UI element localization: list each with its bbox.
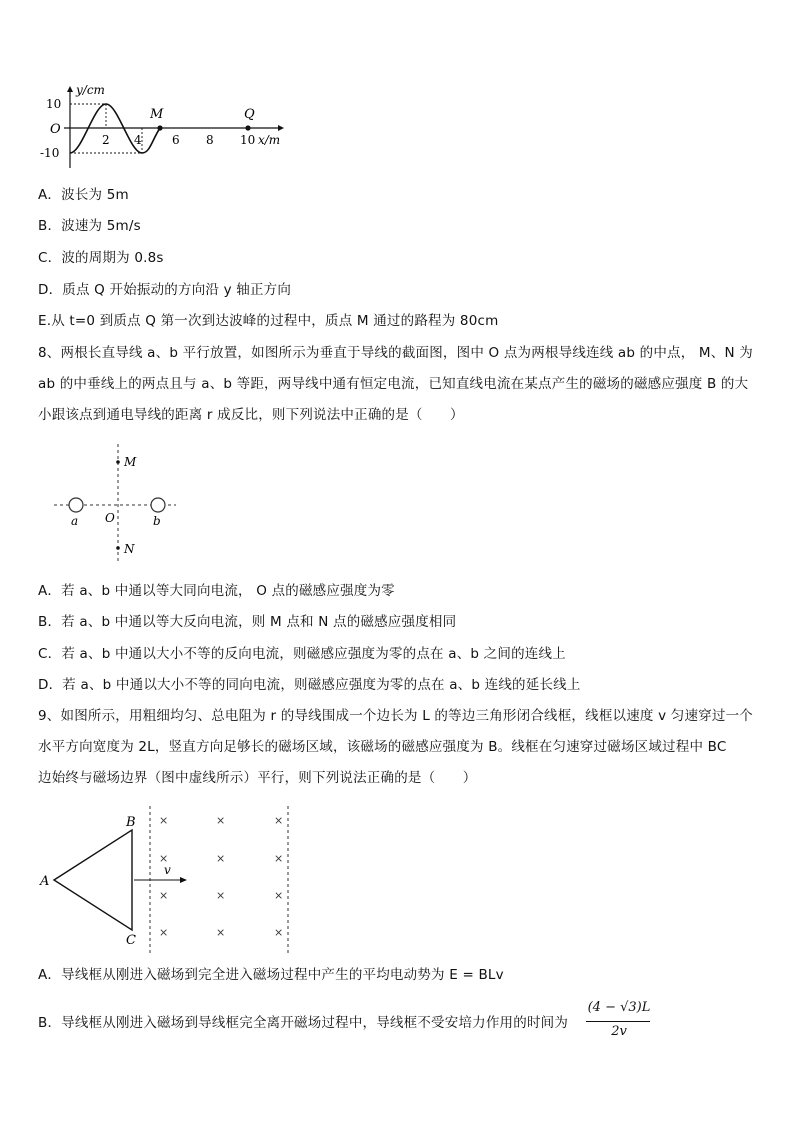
field-mark: × <box>274 926 284 939</box>
field-mark: × <box>274 814 284 827</box>
x-tick-6: 6 <box>172 133 180 147</box>
field-mark: × <box>159 852 169 865</box>
q8-option-d[interactable]: D．若 a、b 中通以大小不等的同向电流，则磁感应强度为零的点在 a、b 连线的延长线上 <box>38 677 581 693</box>
q9-option-b-fraction <box>584 1000 654 1044</box>
q7-option-c[interactable]: C．波的周期为 0.8s <box>38 250 164 266</box>
point-q <box>245 125 250 130</box>
label-b: B <box>126 815 136 830</box>
field-mark: × <box>159 814 169 827</box>
q9-stem-line-2: 水平方向宽度为 2L，竖直方向足够长的磁场区域，该磁场的磁感应强度为 B。线框在匀速穿过磁场区域过程中 BC <box>38 739 727 755</box>
field-mark: × <box>216 852 226 865</box>
q8-option-a[interactable]: A．若 a、b 中通以等大同向电流， O 点的磁感应强度为零 <box>38 583 395 599</box>
q7-option-a[interactable]: A．波长为 5m <box>38 187 129 203</box>
field-mark: × <box>216 889 226 902</box>
x-tick-2: 2 <box>102 133 110 147</box>
origin-label: O <box>50 122 61 137</box>
point-m <box>116 460 120 464</box>
wire-b <box>151 498 165 512</box>
q7-option-e[interactable]: E.从 t=0 到质点 Q 第一次到达波峰的过程中，质点 M 通过的路程为 80cm <box>38 313 499 329</box>
wires-figure <box>50 440 190 570</box>
q8-stem-line-3: 小跟该点到通电导线的距离 r 成反比，则下列说法中正确的是（ ） <box>38 407 464 423</box>
q7-option-b[interactable]: B．波速为 5m/s <box>38 218 141 234</box>
x-axis-label: x/m <box>258 133 281 147</box>
fraction-bar <box>586 1021 650 1022</box>
q7-option-d[interactable]: D．质点 Q 开始振动的方向沿 y 轴正方向 <box>38 282 292 298</box>
x-tick-8: 8 <box>206 133 214 147</box>
wave-figure <box>34 80 284 170</box>
label-a: A <box>40 874 50 889</box>
triangle-field-figure <box>34 800 304 960</box>
x-axis-arrow <box>278 125 284 131</box>
label-q: Q <box>244 107 255 122</box>
y-tick-10: 10 <box>46 97 62 111</box>
x-tick-10: 10 <box>240 133 256 147</box>
q8-option-c[interactable]: C．若 a、b 中通以大小不等的反向电流，则磁感应强度为零的点在 a、b 之间的连线上 <box>38 646 566 662</box>
q9-stem-line-1: 9、如图所示，用粗细均匀、总电阻为 r 的导线围成一个边长为 L 的等边三角形闭合线框，线框以速度 v 匀速穿过一个 <box>38 708 753 724</box>
label-m: M <box>150 107 164 122</box>
wire-a <box>69 498 83 512</box>
field-mark: × <box>216 814 226 827</box>
label-m: M <box>124 455 137 469</box>
fraction-denominator: 2v <box>611 1024 627 1039</box>
triangle-frame <box>54 830 132 930</box>
field-mark: × <box>216 926 226 939</box>
q9-stem-line-3: 边始终与磁场边界（图中虚线所示）平行，则下列说法正确的是（ ） <box>38 770 477 786</box>
q8-stem-line-1: 8、两根长直导线 a、b 平行放置，如图所示为垂直于导线的截面图，图中 O 点为两根导线连线 ab 的中点， M、N 为 <box>38 345 753 361</box>
y-axis-arrow <box>67 86 73 92</box>
velocity-arrowhead <box>180 877 187 883</box>
label-c: C <box>126 933 136 948</box>
y-tick-neg10: -10 <box>40 146 60 160</box>
q9-option-a[interactable]: A．导线框从刚进入磁场到完全进入磁场过程中产生的平均电动势为 E = BLv <box>38 967 504 983</box>
label-b: b <box>153 514 161 528</box>
q8-option-b[interactable]: B．若 a、b 中通以等大反向电流，则 M 点和 N 点的磁感应强度相同 <box>38 614 457 630</box>
field-mark: × <box>159 926 169 939</box>
x-tick-4: 4 <box>134 133 142 147</box>
field-mark: × <box>159 889 169 902</box>
y-axis-label: y/cm <box>76 83 105 97</box>
q8-stem-line-2: ab 的中垂线上的两点且与 a、b 等距，两导线中通有恒定电流，已知直线电流在某点产生的磁场的磁感应强度 B 的大 <box>38 376 749 392</box>
label-v: v <box>164 863 171 877</box>
magnetic-field-marks <box>159 814 283 939</box>
point-n <box>116 546 120 550</box>
fraction-numerator: (4 − √3)L <box>587 1000 651 1015</box>
q9-option-b[interactable]: B．导线框从刚进入磁场到导线框完全离开磁场过程中，导线框不受安培力作用的时间为 <box>38 1015 569 1031</box>
label-a: a <box>71 514 79 528</box>
field-mark: × <box>274 889 284 902</box>
label-o: O <box>105 511 115 525</box>
field-mark: × <box>274 852 284 865</box>
point-m <box>157 125 162 130</box>
label-n: N <box>124 542 135 556</box>
